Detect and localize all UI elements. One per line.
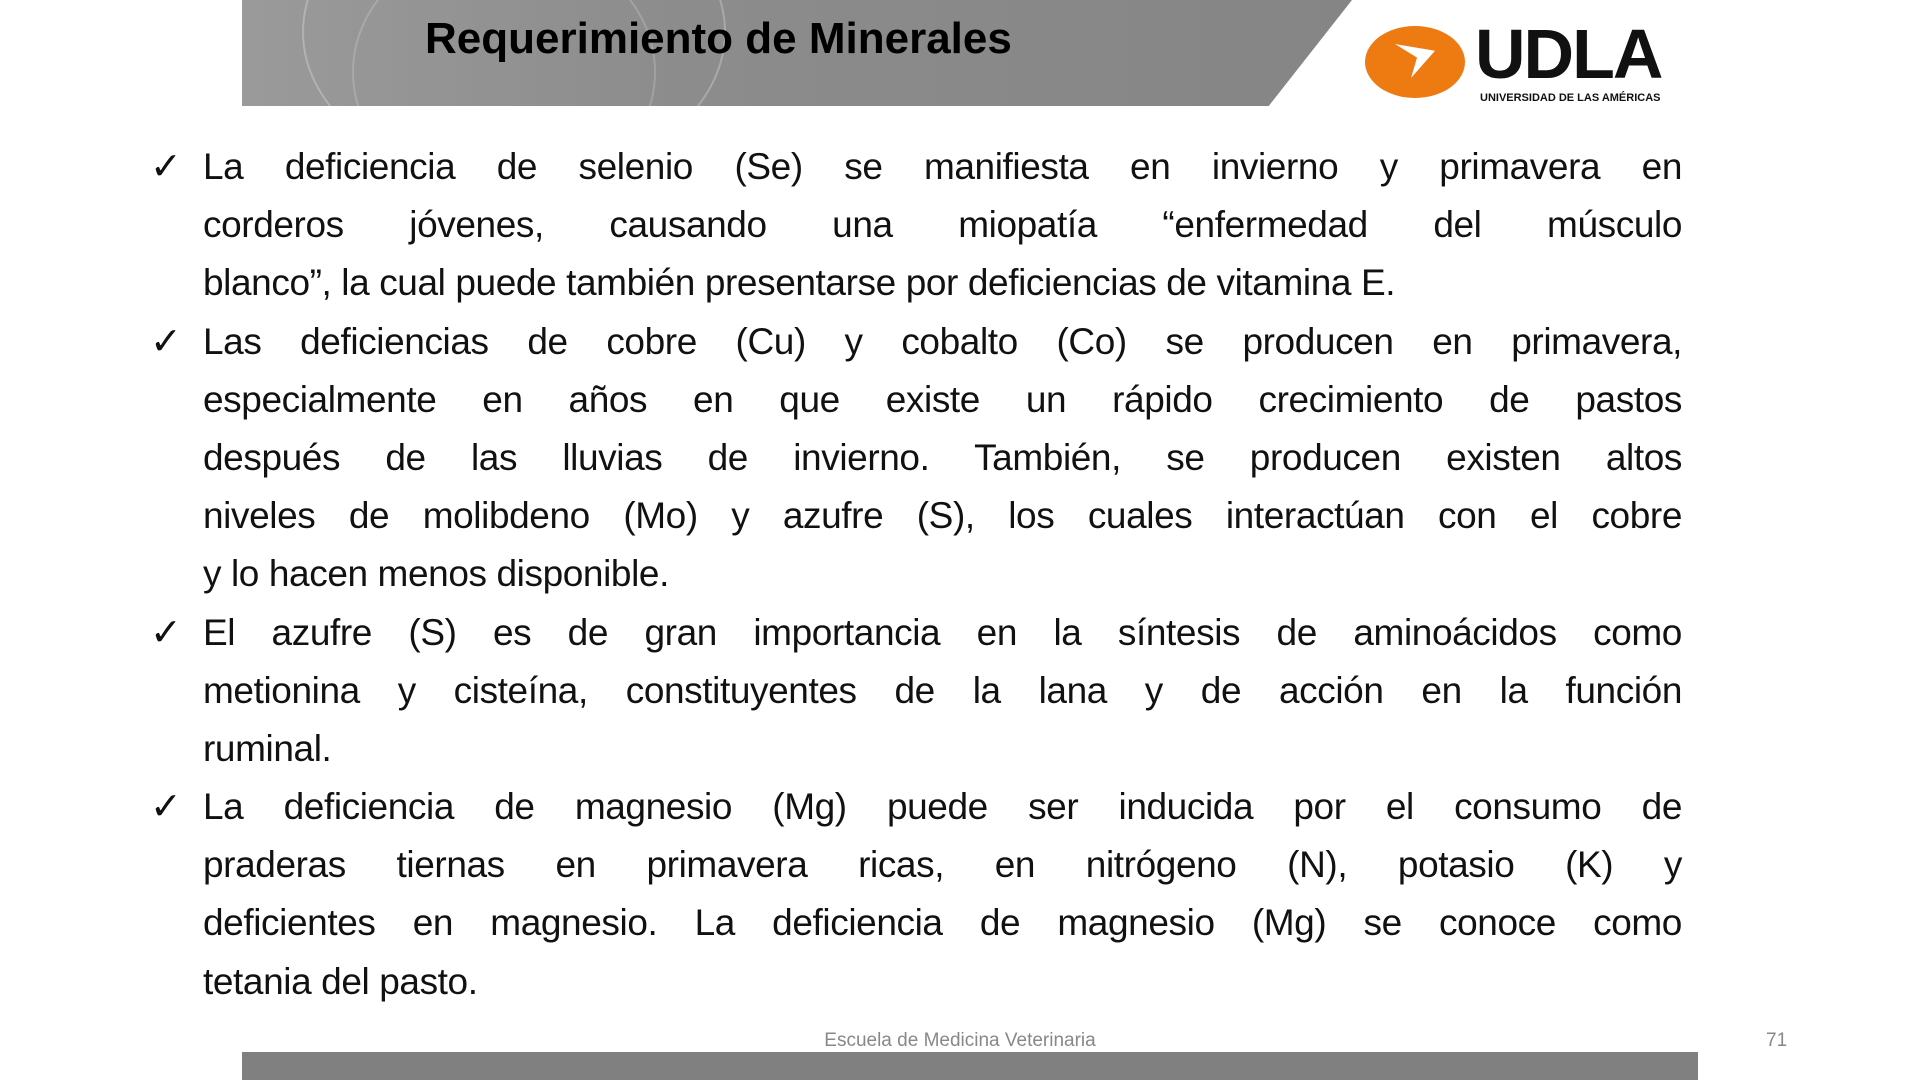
bullet-text-line: deficientes en magnesio. La deficiencia de magnesio (Mg) se conoce como bbox=[203, 902, 1682, 944]
bullet-text-line: después de las lluvias de invierno. También, se producen existen altos bbox=[203, 436, 1682, 478]
bullet-text-line: tetania del pasto. bbox=[203, 960, 478, 1002]
logo-mark-icon bbox=[1365, 26, 1465, 98]
slide-title: Requerimiento de Minerales bbox=[425, 14, 1012, 63]
bullet-item bbox=[150, 778, 1682, 1011]
page-number: 71 bbox=[1766, 1030, 1788, 1051]
footer-bar bbox=[242, 1052, 1698, 1080]
bullet-text-line: praderas tiernas en primavera ricas, en nitrógeno (N), potasio (K) y bbox=[203, 844, 1682, 886]
bullet-item bbox=[150, 138, 1682, 313]
checkmark-icon: ✓ bbox=[150, 146, 182, 188]
bullet-text-line: La deficiencia de magnesio (Mg) puede ser inducida por el consumo de bbox=[203, 786, 1682, 828]
udla-logo bbox=[1365, 15, 1665, 110]
bullet-item bbox=[150, 604, 1682, 779]
bullet-text-line: y lo hacen menos disponible. bbox=[203, 553, 669, 595]
bullet-item bbox=[150, 313, 1682, 604]
bullet-text-line: metionina y cisteína, constituyentes de la lana y de acción en la función bbox=[203, 669, 1682, 711]
checkmark-icon: ✓ bbox=[150, 611, 182, 654]
bullet-text-line: blanco”, la cual puede también presentarse por deficiencias de vitamina E. bbox=[203, 262, 1396, 304]
checkmark-icon: ✓ bbox=[150, 786, 182, 829]
bullet-text-line: niveles de molibdeno (Mo) y azufre (S), los cuales interactúan con el cobre bbox=[203, 495, 1682, 537]
bullet-text-line: El azufre (S) es de gran importancia en la síntesis de aminoácidos como bbox=[203, 611, 1682, 653]
footer-text: Escuela de Medicina Veterinaria bbox=[824, 1030, 1096, 1051]
bullet-text-line: La deficiencia de selenio (Se) se manifiesta en invierno y primavera en bbox=[203, 146, 1682, 187]
checkmark-icon: ✓ bbox=[150, 320, 182, 363]
bullet-text-line: especialmente en años en que existe un rápido crecimiento de pastos bbox=[203, 378, 1682, 420]
bullet-text-line: corderos jóvenes, causando una miopatía “enfermedad del músculo bbox=[203, 204, 1682, 246]
logo-wordmark: UDLA bbox=[1475, 15, 1662, 93]
bullet-list bbox=[150, 138, 1682, 1011]
bullet-text-line: ruminal. bbox=[203, 727, 332, 769]
logo-subtitle: UNIVERSIDAD DE LAS AMÉRICAS bbox=[1480, 92, 1661, 104]
bullet-text-line: Las deficiencias de cobre (Cu) y cobalto (Co) se producen en primavera, bbox=[203, 320, 1682, 362]
